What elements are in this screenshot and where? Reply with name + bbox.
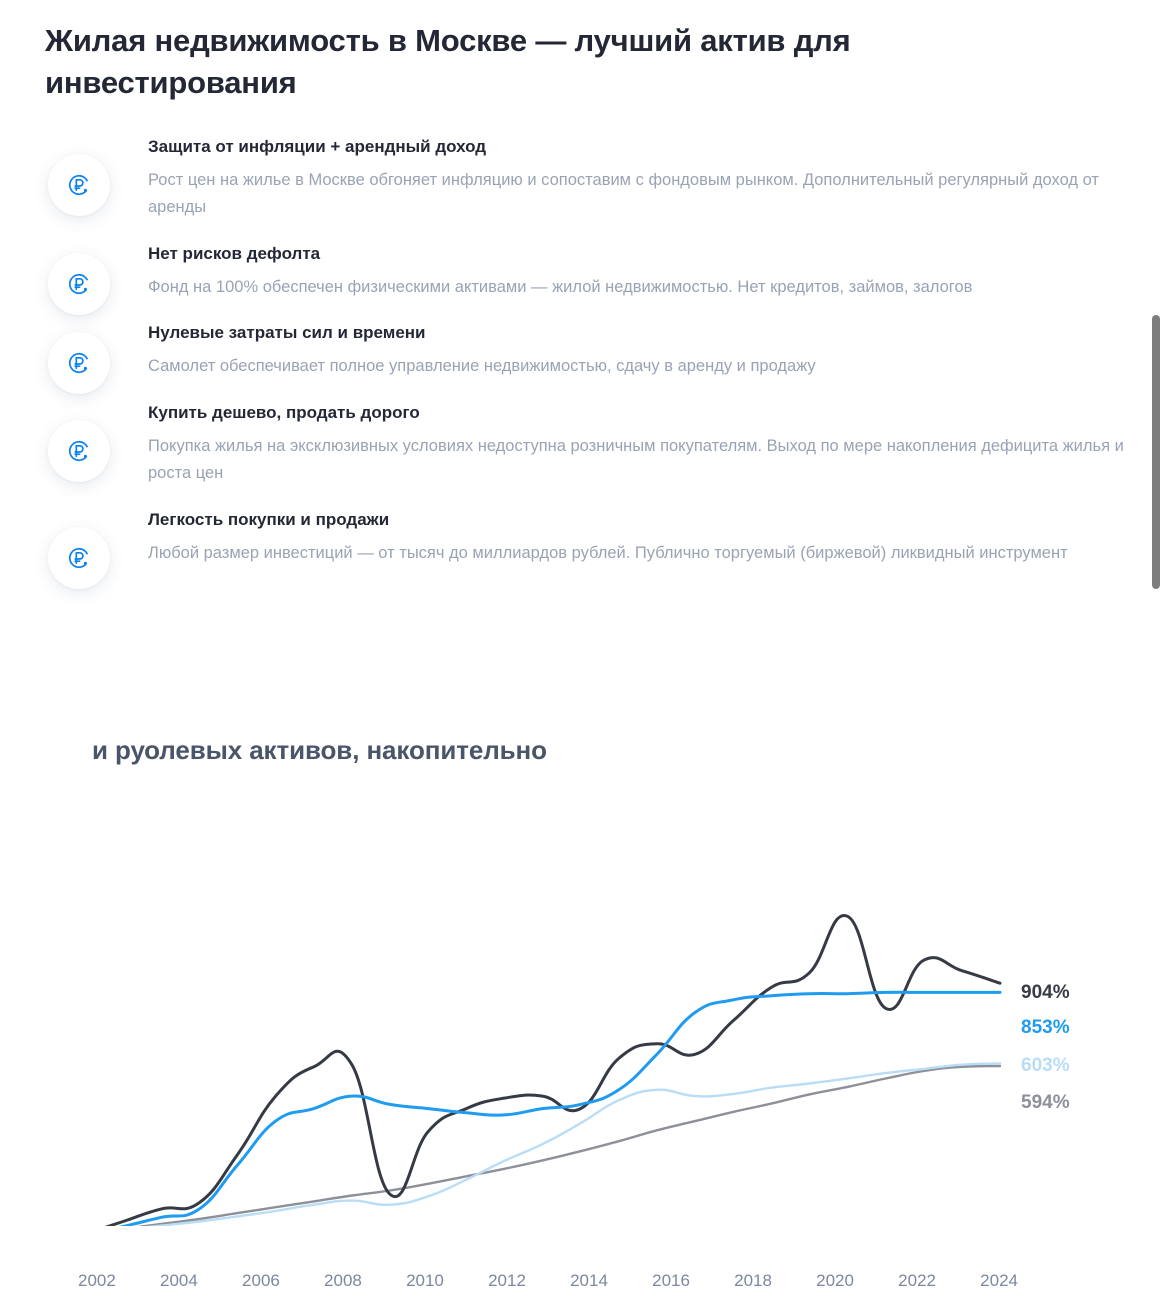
ruble-circle-icon bbox=[66, 545, 92, 571]
series-end-label: 904% bbox=[1021, 982, 1070, 1003]
x-axis-tick: 2002 bbox=[78, 1271, 116, 1290]
x-axis-tick: 2020 bbox=[816, 1271, 854, 1290]
feature-icon-badge bbox=[48, 332, 110, 394]
x-axis-tick: 2004 bbox=[160, 1271, 198, 1290]
feature-icon-badge bbox=[48, 253, 110, 315]
ruble-circle-icon bbox=[66, 172, 92, 198]
ruble-circle-icon bbox=[66, 438, 92, 464]
ruble-circle-icon bbox=[66, 545, 92, 571]
feature-item bbox=[0, 243, 1140, 301]
ruble-circle-icon bbox=[66, 172, 92, 198]
feature-description: Самолет обеспечивает полное управление недвижимостью, сдачу в аренду и продажу bbox=[148, 357, 816, 376]
page-title: Жилая недвижимость в Москве — лучший актив для инвестирования bbox=[45, 23, 851, 101]
series-end-label: 853% bbox=[1021, 1017, 1070, 1038]
x-axis-tick: 2022 bbox=[898, 1271, 936, 1290]
feature-title: Легкость покупки и продажи bbox=[148, 509, 390, 529]
x-axis-tick: 2010 bbox=[406, 1271, 444, 1290]
feature-item bbox=[0, 322, 1140, 380]
x-axis-tick: 2008 bbox=[324, 1271, 362, 1290]
scrollbar-thumb[interactable] bbox=[1152, 315, 1160, 589]
chart-line-1 bbox=[85, 992, 1000, 1226]
feature-item bbox=[0, 402, 1140, 487]
ruble-circle-icon bbox=[66, 350, 92, 376]
x-axis-tick: 2014 bbox=[570, 1271, 608, 1290]
chart-heading: и руолевых активов, накопительно bbox=[92, 735, 547, 765]
chart-area bbox=[0, 806, 1170, 1290]
feature-description: Любой размер инвестиций — от тысяч до миллиардов рублей. Публично торгуемый (биржевой) ликвидный инструмент bbox=[148, 543, 1068, 562]
ruble-circle-icon bbox=[66, 271, 92, 297]
feature-description: Покупка жилья на эксклюзивных условиях недоступна розничным покупателям. Выход по мере накопления дефицита жилья и роста цен bbox=[148, 437, 1124, 482]
scrollbar-track[interactable] bbox=[1152, 0, 1166, 1306]
ruble-circle-icon bbox=[66, 271, 92, 297]
line-chart-svg bbox=[0, 806, 1170, 1226]
chart-section bbox=[0, 735, 1170, 1290]
feature-text-block bbox=[148, 402, 1140, 487]
x-axis-tick: 2006 bbox=[242, 1271, 280, 1290]
x-axis-tick: 2018 bbox=[734, 1271, 772, 1290]
feature-icon-badge bbox=[48, 154, 110, 216]
series-end-label: 603% bbox=[1021, 1055, 1070, 1076]
chart-line-2 bbox=[85, 1064, 1000, 1227]
x-axis-tick: 2016 bbox=[652, 1271, 690, 1290]
feature-item bbox=[0, 509, 1140, 567]
chart-line-0 bbox=[85, 915, 1000, 1226]
feature-title: Нулевые затраты сил и времени bbox=[148, 323, 426, 343]
feature-text-block bbox=[148, 509, 1140, 567]
chart-line-3 bbox=[85, 1066, 1000, 1226]
feature-title: Защита от инфляции + арендный доход bbox=[148, 137, 487, 156]
feature-item bbox=[0, 136, 1140, 221]
series-end-label: 594% bbox=[1021, 1092, 1070, 1113]
feature-text-block bbox=[148, 322, 1140, 380]
chart-x-axis bbox=[78, 1271, 1018, 1291]
feature-title: Купить дешево, продать дорого bbox=[148, 403, 420, 423]
feature-icon-badge bbox=[48, 527, 110, 589]
feature-list bbox=[0, 136, 1140, 589]
feature-description: Рост цен на жилье в Москве обгоняет инфляцию и сопоставим с фондовым рынком. Дополнительный регулярный доход от аренды bbox=[148, 171, 1099, 216]
ruble-circle-icon bbox=[66, 438, 92, 464]
feature-icon-badge bbox=[48, 420, 110, 482]
feature-text-block bbox=[148, 136, 1140, 221]
x-axis-tick: 2012 bbox=[488, 1271, 526, 1290]
x-axis-tick: 2024 bbox=[980, 1271, 1018, 1290]
feature-title: Нет рисков дефолта bbox=[148, 243, 321, 263]
feature-description: Фонд на 100% обеспечен физическими активами — жилой недвижимостью. Нет кредитов, займов, залогов bbox=[148, 277, 973, 296]
ruble-circle-icon bbox=[66, 350, 92, 376]
feature-text-block bbox=[148, 243, 1140, 301]
